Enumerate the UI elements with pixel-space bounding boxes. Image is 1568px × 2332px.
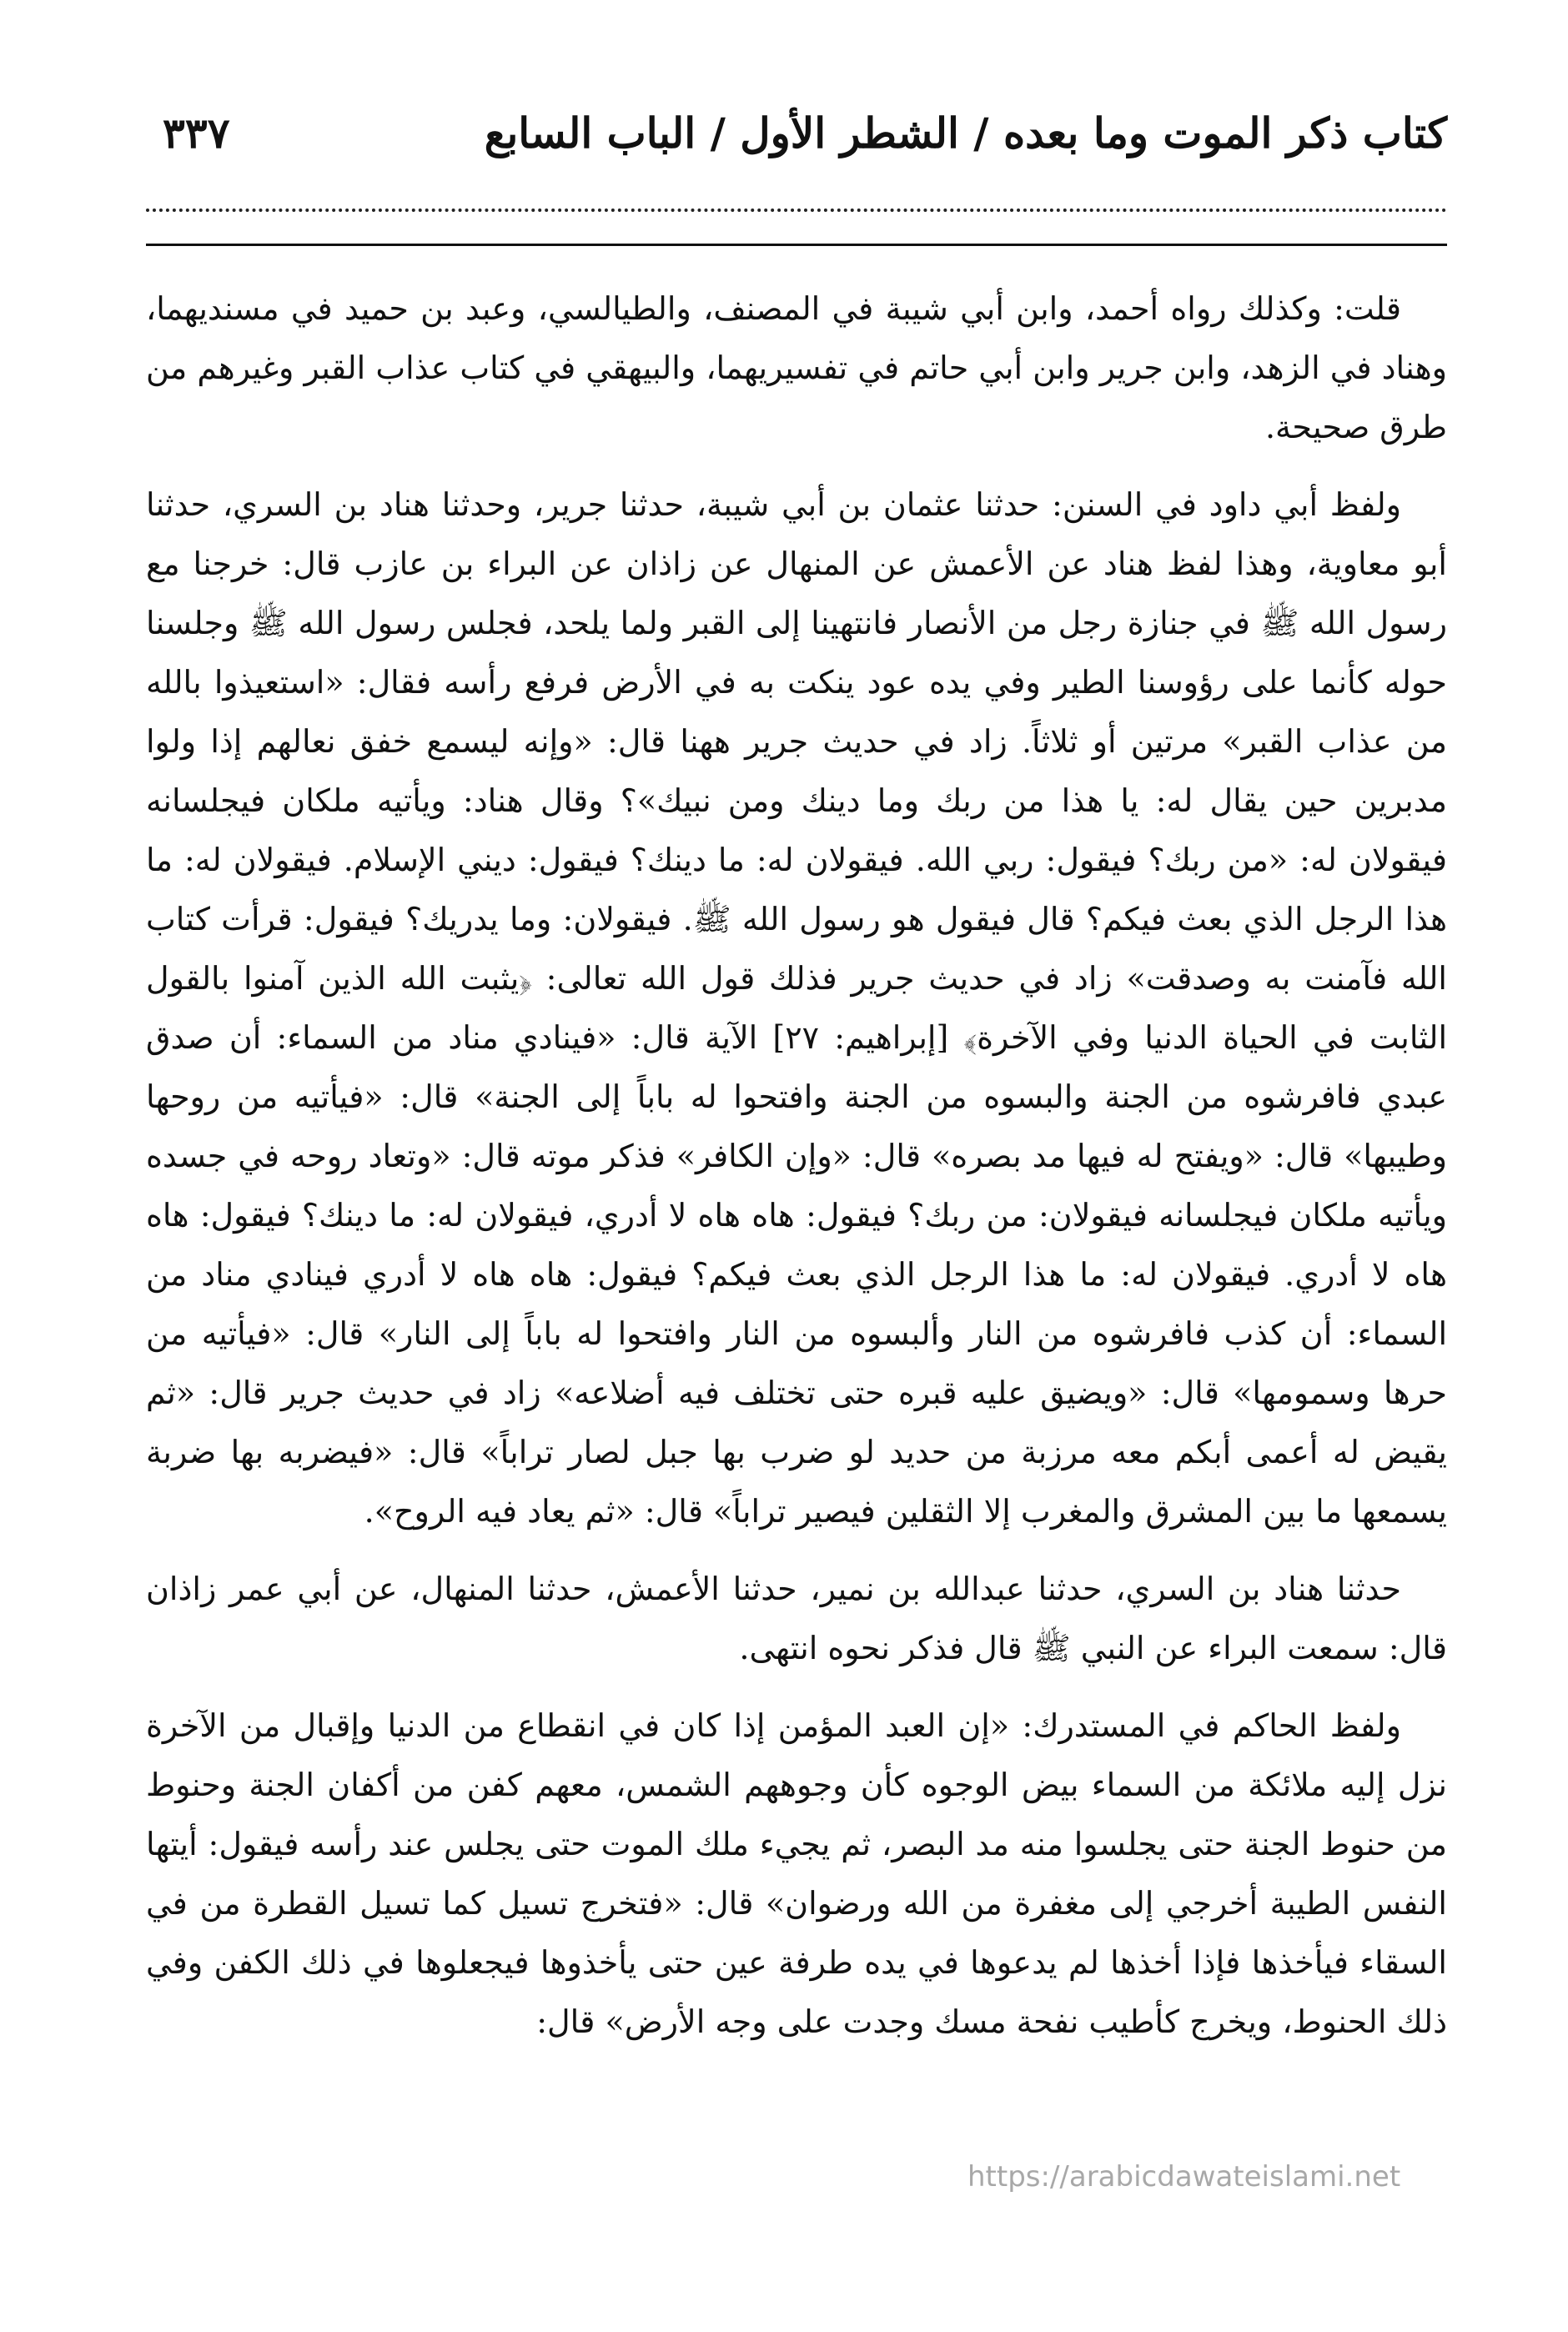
watermark-url: https://arabicdawateislami.net: [967, 2160, 1401, 2194]
book-page: [146, 92, 1447, 2227]
paragraph-hakim: ولفظ الحاكم في المستدرك: «إن العبد المؤمن إذا كان في انقطاع من الدنيا وإقبال من الآخرة نزل إليه ملائكة من السماء بيض الوجوه كأن وجوههم الشمس، معهم كفن من أكفان الجنة وحنوط من حنوط الجنة حتى يجلسوا منه مد البصر، ثم يجيء ملك الموت حتى يجلس عند رأسه فيقول: أيتها النفس الطيبة أخرجي إلى مغفرة من الله ورضوان» قال: «فتخرج تسيل كما تسيل القطرة من في السقاء فيأخذها فإذا أخذها لم يدعوها في يده طرفة عين حتى يأخذوها فيجعلوها في ذلك الكفن وفي ذلك الحنوط، ويخرج كأطيب نفحة مسك وجدت على وجه الأرض» قال:: [146, 1707, 1447, 2040]
paragraph-abu-dawud: ولفظ أبي داود في السنن: حدثنا عثمان بن أبي شيبة، حدثنا جرير، وحدثنا هناد بن السري، حدثنا أبو معاوية، وهذا لفظ هناد عن الأعمش عن المنهال عن زاذان عن البراء بن عازب قال: خرجنا مع رسول الله ﷺ في جنازة رجل من الأنصار فانتهينا إلى القبر ولما يلحد، فجلس رسول الله ﷺ وجلسنا حوله كأنما على رؤوسنا الطير وفي يده عود ينكت به في الأرض فرفع رأسه فقال: «استعيذوا بالله من عذاب القبر» مرتين أو ثلاثاً. زاد في حديث جرير ههنا قال: «وإنه ليسمع خفق نعالهم إذا ولوا مدبرين حين يقال له: يا هذا من ربك وما دينك ومن نبيك»؟ وقال هناد: ويأتيه ملكان فيجلسانه فيقولان له: «من ربك؟ فيقول: ربي الله. فيقولان له: ما دينك؟ فيقول: ديني الإسلام. فيقولان له: ما هذا الرجل الذي بعث فيكم؟ قال فيقول هو رسول الله ﷺ. فيقولان: وما يدريك؟ فيقول: قرأت كتاب الله فآمنت به وصدقت» زاد في حديث جرير فذلك قول الله تعالى: ﴿يثبت الله الذين آمنوا بالقول الثابت في الحياة الدنيا وفي الآخرة﴾ [إبراهيم: ٢٧] الآية قال: «فينادي مناد من السماء: أن صدق عبدي فافرشوه من الجنة والبسوه من الجنة وافتحوا له باباً إلى الجنة» قال: «فيأتيه من روحها وطيبها» قال: «ويفتح له فيها مد بصره» قال: «وإن الكافر» فذكر موته قال: «وتعاد روحه في جسده ويأتيه ملكان فيجلسانه فيقولان: من ربك؟ فيقول: هاه هاه لا أدري، فيقولان له: ما دينك؟ فيقول: هاه هاه لا أدري. فيقولان له: ما هذا الرجل الذي بعث فيكم؟ فيقول: هاه هاه لا أدري فينادي مناد من السماء: أن كذب فافرشوه من النار وألبسوه من النار وافتحوا له باباً إلى النار» قال: «فيأتيه من حرها وسمومها» قال: «ويضيق عليه قبره حتى تختلف فيه أضلاعه» زاد في حديث جرير قال: «ثم يقيض له أعمى أبكم معه مرزبة من حديد لو ضرب بها جبل لصار تراباً» قال: «فيضربه بها ضربة يسمعها ما بين المشرق والمغرب إلا الثقلين فيصير تراباً» قال: «ثم يعاد فيه الروح».: [146, 486, 1447, 1530]
paragraph-intro: قلت: وكذلك رواه أحمد، وابن أبي شيبة في المصنف، والطيالسي، وعبد بن حميد في مسنديهما، وهناد في الزهد، وابن جرير وابن أبي حاتم في تفسيريهما، والبيهقي في كتاب عذاب القبر وغيرهم من طرق صحيحة.: [146, 290, 1447, 445]
page-number: ٣٣٧: [163, 108, 230, 158]
header-solid-divider: [146, 244, 1447, 246]
page-header: [146, 92, 1447, 183]
body-text: [146, 279, 1447, 2052]
running-header-title: كتاب ذكر الموت وما بعده / الشطر الأول / الباب السابع: [484, 108, 1447, 158]
header-dotted-divider: [146, 209, 1447, 212]
paragraph-hannad: حدثنا هناد بن السري، حدثنا عبدالله بن نمير، حدثنا الأعمش، حدثنا المنهال، عن أبي عمر زاذان قال: سمعت البراء عن النبي ﷺ قال فذكر نحوه انتهى.: [146, 1571, 1447, 1666]
